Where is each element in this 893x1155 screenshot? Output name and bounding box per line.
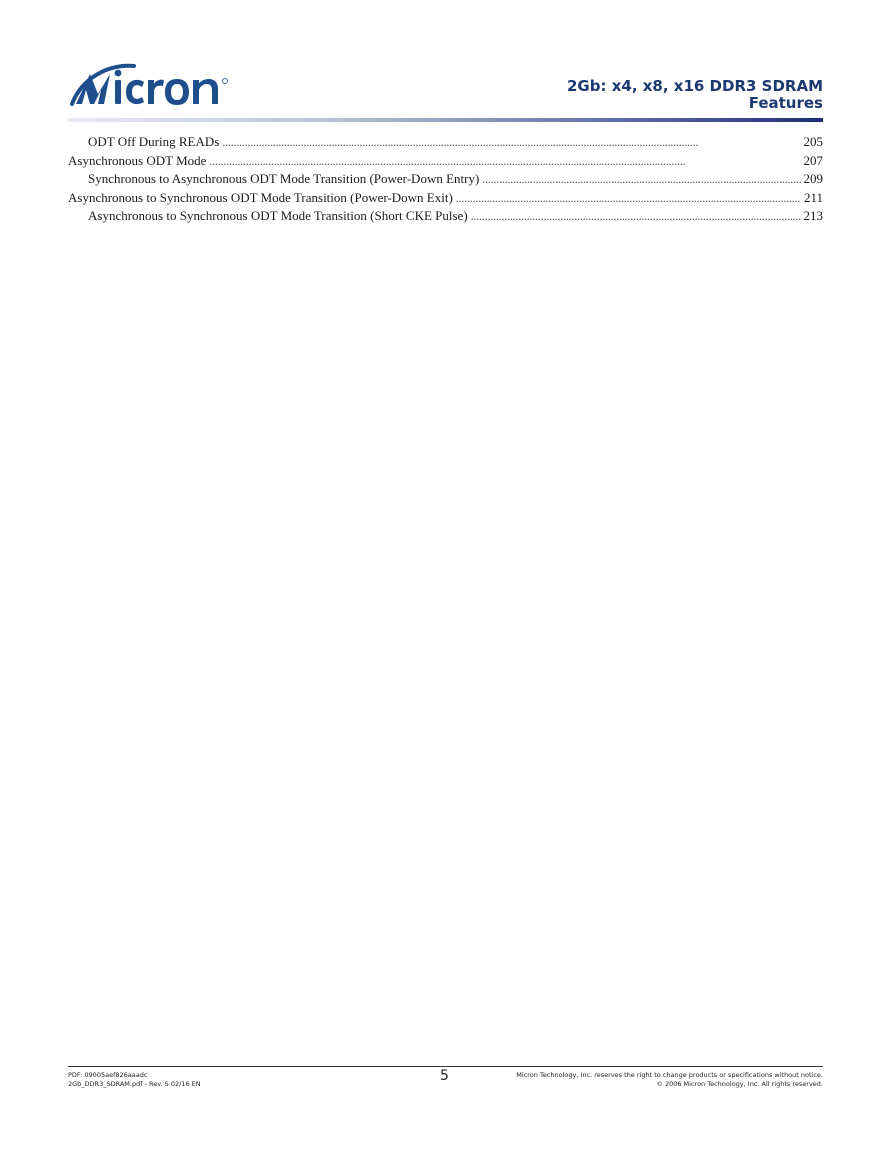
toc-leader-dots bbox=[482, 170, 800, 189]
toc-entry-title[interactable]: Asynchronous ODT Mode bbox=[68, 152, 207, 168]
toc-leader-dots bbox=[209, 152, 800, 171]
micron-logo-graphic bbox=[68, 60, 243, 110]
toc-entry-title[interactable]: Synchronous to Asynchronous ODT Mode Transition (Power-Down Entry) bbox=[88, 171, 480, 186]
toc-entry[interactable] bbox=[68, 207, 823, 226]
toc-entry[interactable] bbox=[68, 133, 823, 152]
footer-copyright: © 2006 Micron Technology, Inc. All rights reserved. bbox=[656, 1080, 823, 1088]
footer-pdf-id: PDF: 09005aef826aaadc bbox=[68, 1071, 148, 1079]
micron-logo bbox=[68, 60, 243, 110]
toc-entry-title[interactable]: Asynchronous to Synchronous ODT Mode Transition (Power-Down Exit) bbox=[68, 189, 453, 205]
document-section: Features bbox=[748, 94, 823, 112]
footer-legal bbox=[516, 1071, 823, 1089]
toc-entry-page[interactable]: 211 bbox=[803, 189, 823, 205]
footer-file-revision: 2Gb_DDR3_SDRAM.pdf - Rev. S 02/16 EN bbox=[68, 1080, 201, 1088]
document-header-title bbox=[567, 78, 823, 112]
toc-leader-dots bbox=[456, 189, 801, 208]
toc-entry-title[interactable]: ODT Off During READs bbox=[88, 134, 220, 149]
header-divider bbox=[68, 118, 823, 122]
toc-leader-dots bbox=[222, 133, 800, 152]
page-number: 5 bbox=[440, 1068, 449, 1084]
footer-disclaimer: Micron Technology, Inc. reserves the right to change products or specifications without notice. bbox=[516, 1071, 823, 1079]
document-title: 2Gb: x4, x8, x16 DDR3 SDRAM bbox=[567, 77, 823, 95]
toc-entry-page[interactable]: 205 bbox=[803, 134, 823, 149]
toc-entry-page[interactable]: 207 bbox=[803, 152, 823, 168]
toc-entry[interactable] bbox=[68, 152, 823, 171]
toc-entry[interactable] bbox=[68, 189, 823, 208]
toc-entry[interactable] bbox=[68, 170, 823, 189]
toc-leader-dots bbox=[471, 207, 801, 226]
footer-divider bbox=[68, 1066, 823, 1067]
footer-document-info bbox=[68, 1071, 201, 1089]
toc-entry-title[interactable]: Asynchronous to Synchronous ODT Mode Transition (Short CKE Pulse) bbox=[88, 208, 468, 223]
table-of-contents bbox=[68, 133, 823, 226]
toc-entry-page[interactable]: 213 bbox=[803, 208, 823, 223]
toc-entry-page[interactable]: 209 bbox=[803, 171, 823, 186]
